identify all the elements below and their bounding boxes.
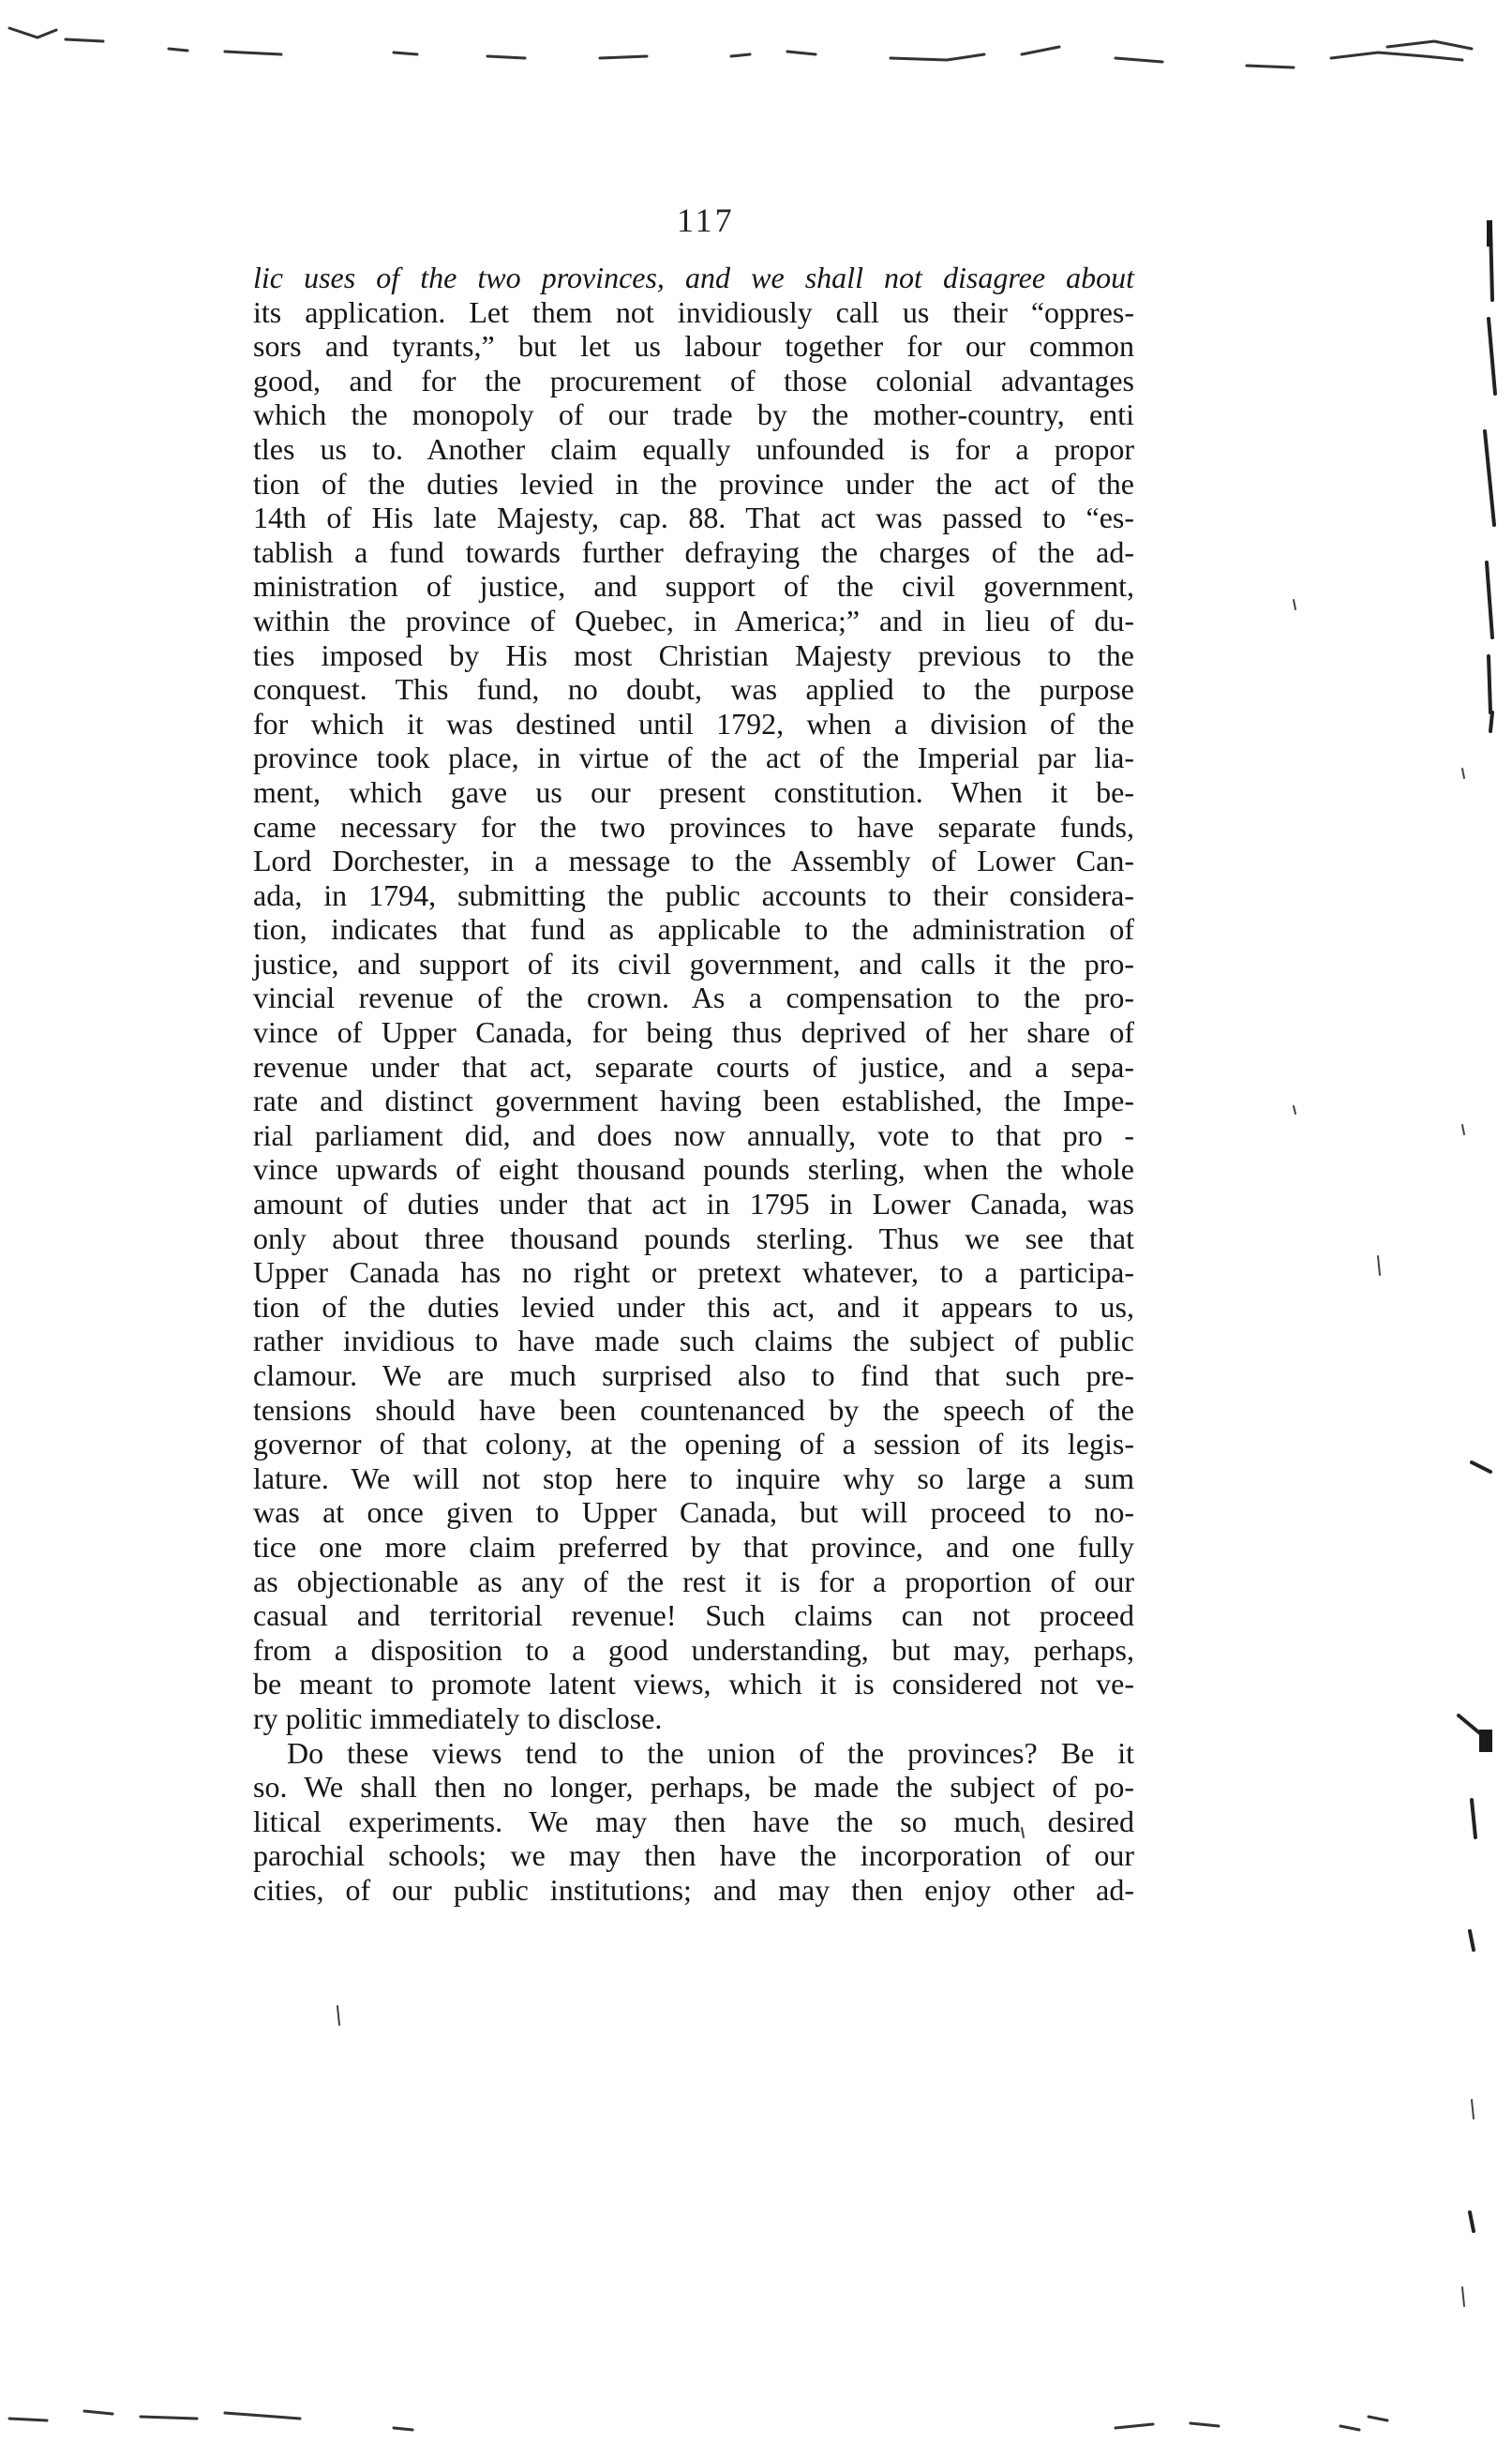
top-edge-specks <box>9 28 1472 67</box>
text-line: Lord Dorchester, in a message to the Assembly of Lower Can- <box>253 844 1134 878</box>
text-line: vincial revenue of the crown. As a compensation to the pro- <box>253 981 1134 1015</box>
text-line: rate and distinct government having been established, the Impe- <box>253 1084 1134 1118</box>
text-line: amount of duties under that act in 1795 in Lower Canada, was <box>253 1187 1134 1221</box>
right-edge-binding <box>1459 225 1495 2231</box>
text-line: Do these views tend to the union of the provinces? Be it <box>287 1735 1134 1770</box>
text-line: rather invidious to have made such claims the subject of public <box>253 1324 1134 1358</box>
text-line: was at once given to Upper Canada, but will proceed to no- <box>253 1495 1134 1530</box>
text-line: tensions should have been countenanced by the speech of the <box>253 1392 1134 1427</box>
text-line: within the province of Quebec, in America;” and in lieu of du- <box>253 603 1134 637</box>
text-line: for which it was destined until 1792, when a division of the <box>253 706 1134 741</box>
text-line: revenue under that act, separate courts of justice, and a sepa- <box>253 1049 1134 1084</box>
text-line: lic uses of the two provinces, and we shall not disagree about <box>253 261 1134 294</box>
text-line: its application. Let them not invidiously call us their “oppres- <box>253 294 1134 329</box>
text-line: vince of Upper Canada, for being thus deprived of her share of <box>253 1015 1134 1050</box>
text-line: came necessary for the two provinces to have separate funds, <box>253 809 1134 844</box>
body-text <box>253 261 1134 1908</box>
text-line: tice one more claim preferred by that province, and one fully <box>253 1529 1134 1564</box>
text-line: ment, which gave us our present constitution. When it be- <box>253 774 1134 809</box>
text-line: good, and for the procurement of those colonial advantages <box>253 363 1134 397</box>
text-line: province took place, in virtue of the act of the Imperial par lia- <box>253 741 1134 775</box>
text-line: only about three thousand pounds sterling. Thus we see that <box>253 1221 1134 1255</box>
text-line: ada, in 1794, submitting the public accounts to their considera- <box>253 877 1134 912</box>
text-line: Upper Canada has no right or pretext whatever, to a participa- <box>253 1255 1134 1290</box>
text-line: 14th of His late Majesty, cap. 88. That act was passed to “es- <box>253 501 1134 535</box>
page-number: 117 <box>677 202 735 239</box>
text-line: ministration of justice, and support of the civil government, <box>253 569 1134 604</box>
text-line: lature. We will not stop here to inquire why so large a sum <box>253 1461 1134 1495</box>
text-line: be meant to promote latent views, which it is considered not ve- <box>253 1667 1134 1701</box>
text-line: justice, and support of its civil government, and calls it the pro- <box>253 946 1134 981</box>
text-line: conquest. This fund, no doubt, was applied to the purpose <box>253 672 1134 707</box>
text-line: tablish a fund towards further defraying the charges of the ad- <box>253 534 1134 569</box>
text-line: casual and territorial revenue! Such claims can not proceed <box>253 1598 1134 1633</box>
text-line: cities, of our public institutions; and may then enjoy other ad- <box>253 1872 1134 1907</box>
text-line: litical experiments. We may then have the so much desired <box>253 1804 1134 1838</box>
text-line: as objectionable as any of the rest it is for a proportion of our <box>253 1564 1134 1598</box>
right-edge-dense-mark <box>1479 220 1492 1752</box>
text-line: tion, indicates that fund as applicable to the administration of <box>253 912 1134 947</box>
text-line: tion of the duties levied in the province under the act of the <box>253 466 1134 501</box>
text-line: rial parliament did, and does now annually, vote to that pro - <box>253 1117 1134 1152</box>
text-line: which the monopoly of our trade by the mother-country, enti <box>253 397 1134 432</box>
text-line: tion of the duties levied under this act, and it appears to us, <box>253 1289 1134 1324</box>
text-line: clamour. We are much surprised also to find that such pre- <box>253 1358 1134 1392</box>
text-line: governor of that colony, at the opening of a session of its legis- <box>253 1427 1134 1461</box>
text-line: sors and tyrants,” but let us labour together for our common <box>253 329 1134 364</box>
text-line: tles us to. Another claim equally unfounded is for a propor <box>253 431 1134 466</box>
text-line: ry politic immediately to disclose. <box>253 1700 663 1735</box>
text-line: so. We shall then no longer, perhaps, be made the subject of po- <box>253 1770 1134 1805</box>
text-line: from a disposition to a good understanding, but may, perhaps, <box>253 1632 1134 1667</box>
text-line: ties imposed by His most Christian Majesty previous to the <box>253 637 1134 672</box>
text-line: parochial schools; we may then have the incorporation of our <box>253 1838 1134 1873</box>
bottom-edge-specks <box>9 2411 1387 2430</box>
text-line: vince upwards of eight thousand pounds sterling, when the whole <box>253 1152 1134 1187</box>
